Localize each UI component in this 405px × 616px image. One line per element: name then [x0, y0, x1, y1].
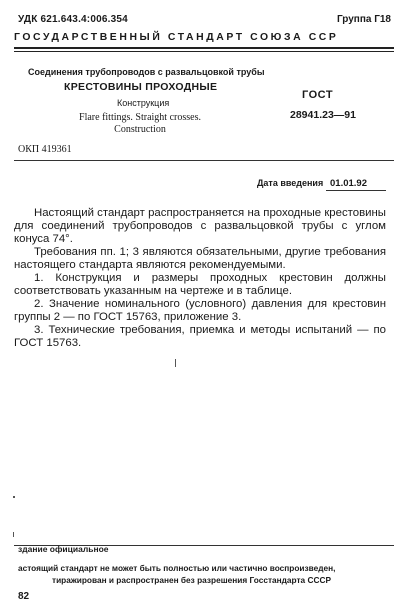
scan-speck: [13, 532, 14, 537]
scan-speck: [175, 359, 176, 367]
document-subtitle: Соединения трубопроводов с развальцовкой трубы: [28, 67, 265, 77]
scan-speck: [13, 496, 15, 498]
date-underline: [326, 190, 386, 191]
state-standard-heading: ГОСУДАРСТВЕННЫЙ СТАНДАРТ СОЮЗА ССР: [14, 32, 339, 43]
introduction-date-label: Дата введения: [257, 178, 324, 188]
introduction-date: 01.01.92: [330, 178, 367, 189]
body-paragraph: 3. Технические требования, приемка и методы испытаний — по ГОСТ 15763.: [14, 324, 386, 349]
english-title: Flare fittings. Straight crosses. Construction: [79, 112, 201, 135]
body-paragraph: 1. Конструкция и размеры проходных крестовин должны соответствовать указанным на чертеже и в таблице.: [14, 272, 386, 297]
page-number: 82: [18, 591, 30, 602]
document-title: КРЕСТОВИНЫ ПРОХОДНЫЕ: [64, 81, 218, 93]
gost-number: 28941.23—91: [290, 109, 356, 121]
udk-code: УДК 621.643.4:006.354: [18, 14, 128, 25]
document-body: [14, 207, 386, 350]
copyright-notice-line-1: астоящий стандарт не может быть полностью или частично воспроизведен,: [18, 563, 336, 573]
header-rule-thin: [14, 51, 394, 52]
body-paragraph: Настоящий стандарт распространяется на проходные крестовины для соединений трубопроводов с развальцовкой трубы с углом конуса 74°.: [14, 207, 386, 245]
document-section: Конструкция: [117, 98, 170, 108]
body-paragraph: 2. Значение номинального (условного) давления для крестовин группы 2 — по ГОСТ 15763, приложение 3.: [14, 298, 386, 323]
body-paragraph: Требования пп. 1; 3 являются обязательными, другие требования настоящего стандарта являются рекомендуемыми.: [14, 246, 386, 271]
official-edition-label: здание официальное: [18, 544, 109, 554]
copyright-notice-line-2: тиражирован и распространен без разрешения Госстандарта СССР: [52, 575, 331, 585]
gost-label: ГОСТ: [302, 89, 334, 101]
okp-rule: [14, 160, 394, 161]
header-rule-thick: [14, 47, 394, 49]
group-code: Группа Г18: [336, 14, 391, 25]
okp-code: ОКП 419361: [18, 144, 72, 155]
